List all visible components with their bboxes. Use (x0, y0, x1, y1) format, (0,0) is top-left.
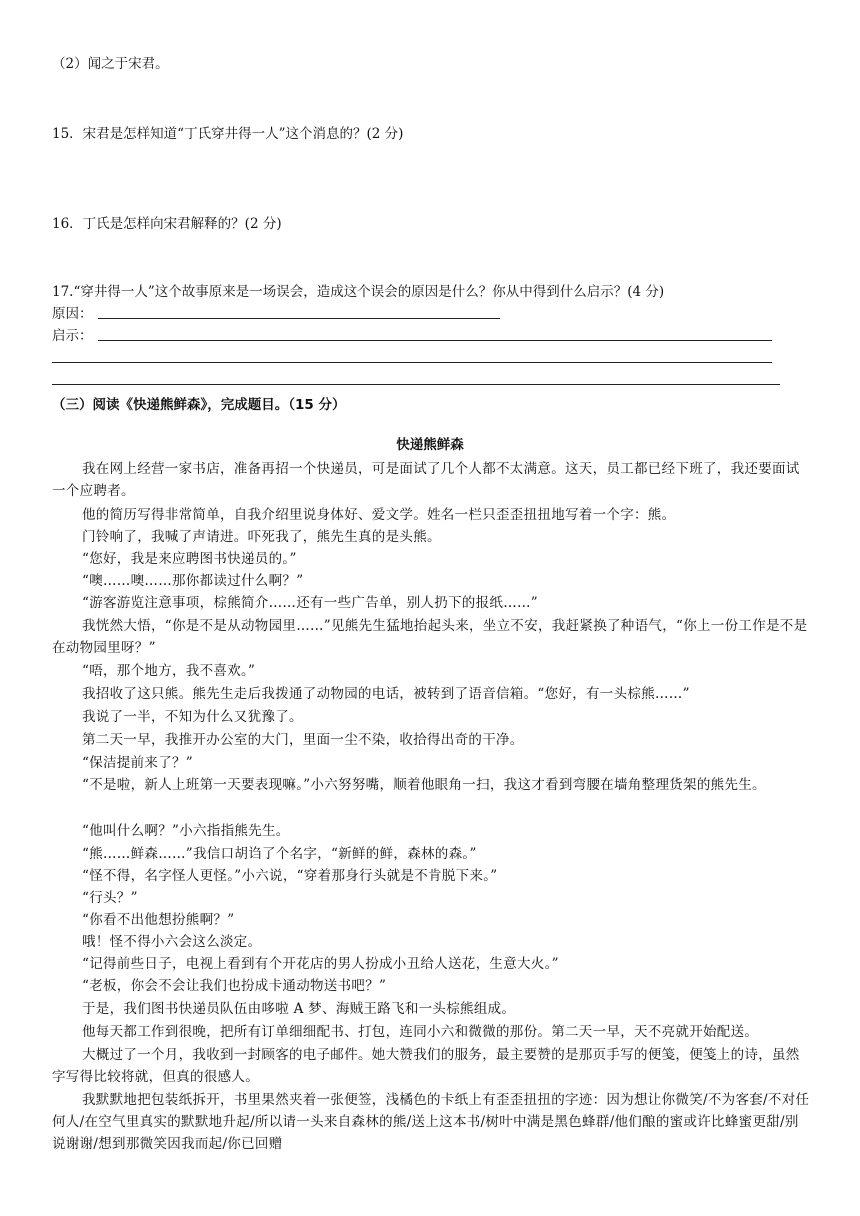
story-paragraph: 他的简历写得非常简单，自我介绍里说身体好、爱文学。姓名一栏只歪歪扭扭地写着一个字：熊。 (82, 507, 676, 523)
question-sub2: （2）闻之于宋君。 (52, 56, 169, 72)
story-paragraph: 他每天都工作到很晚，把所有订单细细配书、打包，连同小六和微微的那份。第二天一早，天不亮就开始配送。 (82, 1024, 759, 1040)
story-paragraph: 哦！怪不得小六会这么淡定。 (82, 934, 262, 950)
story-paragraph: “行头？” (82, 890, 138, 906)
story-paragraph: 我说了一半，不知为什么又犹豫了。 (82, 709, 303, 725)
story-paragraph: “老板，你会不会让我们也扮成卡通动物送书吧？” (82, 978, 387, 994)
question-15: 15．宋君是怎样知道“丁氏穿井得一人”这个消息的？(2 分) (52, 126, 404, 142)
story-paragraph: 我在网上经营一家书店，准备再招一个快递员，可是面试了几个人都不太满意。这天，员工都已经下班了，我还要面试一个应聘者。 (52, 461, 800, 499)
story-paragraph: “你看不出他想扮熊啊？” (82, 912, 235, 928)
insight-label: 启示： (52, 328, 93, 344)
story-paragraph: 我恍然大悟，“你是不是从动物园里……”见熊先生猛地抬起头来，坐立不安，我赶紧换了种语气，“你上一份工作是不是在动物园里呀？” (52, 618, 808, 656)
reason-label: 原因： (52, 306, 93, 322)
insight-answer-line-1[interactable] (98, 340, 772, 341)
story-paragraph: “他叫什么啊？”小六指指熊先生。 (82, 823, 290, 839)
story-paragraph: “记得前些日子，电视上看到有个开花店的男人扮成小丑给人送花，生意大火。” (82, 956, 559, 972)
story-paragraph: 我招收了这只熊。熊先生走后我拨通了动物园的电话，被转到了语音信箱。“您好，有一头棕熊……” (82, 686, 690, 702)
story-paragraph: 我默默地把包装纸拆开，书里果然夹着一张便签，浅橘色的卡纸上有歪歪扭扭的字迹：因为想让你微笑/不为客套/不对任何人/在空气里真实的默默地升起/所以请一头来自森林的熊/送上这本书/树叶中满是黑色蜂群/他们酿的蜜或许比蜂蜜更甜/别说谢谢/想到那微笑因我而起/你已回赠 (52, 1092, 810, 1152)
story-title: 快递熊鲜森 (396, 437, 464, 453)
story-paragraph: 第二天一早，我推开办公室的大门，里面一尘不染，收拾得出奇的干净。 (82, 732, 524, 748)
story-paragraph: “游客游览注意事项，棕熊简介……还有一些广告单，别人扔下的报纸……” (82, 595, 539, 611)
story-paragraph: 于是，我们图书快递员队伍由哆啦 A 梦、海贼王路飞和一头棕熊组成。 (82, 1001, 516, 1017)
section-3-heading: （三）阅读《快递熊鲜森》，完成题目。（15 分） (52, 397, 346, 413)
story-paragraph: “唔，那个地方，我不喜欢。” (82, 663, 256, 679)
insight-answer-line-2[interactable] (52, 362, 772, 363)
story-paragraph: “怪不得，名字怪人更怪。”小六说，“穿着那身行头就是不肯脱下来。” (82, 868, 498, 884)
story-paragraph: “熊……鲜森……”我信口胡诌了个名字，“新鲜的鲜，森林的森。” (82, 846, 477, 862)
question-16: 16．丁氏是怎样向宋君解释的？(2 分) (52, 216, 282, 232)
story-paragraph: “不是啦，新人上班第一天要表现嘛。”小六努努嘴，顺着他眼角一扫，我这才看到弯腰在墙角整理货架的熊先生。 (82, 777, 766, 793)
story-paragraph: 门铃响了，我喊了声请进。吓死我了，熊先生真的是头熊。 (82, 529, 441, 545)
story-paragraph: 大概过了一个月，我收到一封顾客的电子邮件。她大赞我们的服务，最主要赞的是那页手写的便笺，便笺上的诗，虽然字写得比较将就，但真的很感人。 (52, 1047, 800, 1085)
question-17: 17.“穿井得一人”这个故事原来是一场误会，造成这个误会的原因是什么？你从中得到什么启示？(4 分) (52, 284, 665, 300)
reason-answer-line[interactable] (98, 318, 500, 319)
story-paragraph: “保洁提前来了？” (82, 755, 194, 771)
insight-answer-line-3[interactable] (52, 384, 780, 385)
story-paragraph: “噢……噢……那你都读过什么啊？” (82, 573, 304, 589)
story-paragraph: “您好，我是来应聘图书快递员的。” (82, 551, 297, 567)
